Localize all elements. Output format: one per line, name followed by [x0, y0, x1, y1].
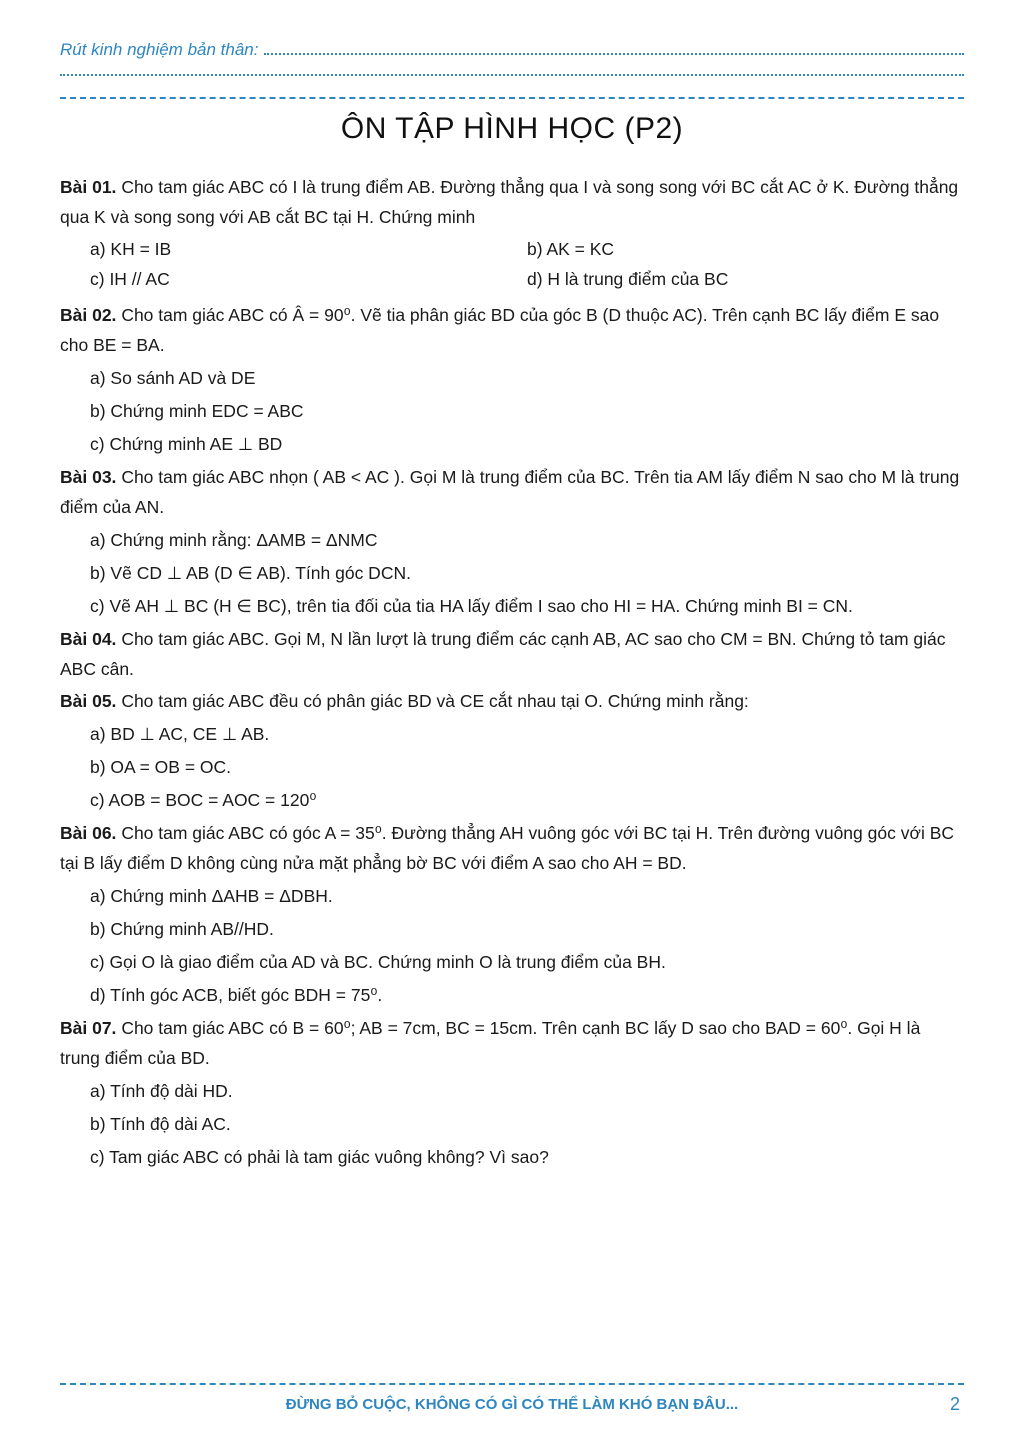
- sub-item: b) Tính độ dài AC.: [90, 1114, 231, 1134]
- problem-list: [60, 172, 964, 1175]
- dotted-fill-line: [264, 53, 964, 55]
- problem-7: [60, 1013, 964, 1073]
- footer-motto: ĐỪNG BỎ CUỘC, KHÔNG CÓ GÌ CÓ THỂ LÀM KHÓ BẠN ĐÂU...: [285, 1396, 739, 1413]
- sub-item: c) IH // AC: [90, 269, 170, 289]
- sub-item: b) AK = KC: [527, 239, 615, 259]
- sub-item: a) Tính độ dài HD.: [90, 1081, 233, 1101]
- sub-item: d) Tính góc ACB, biết góc BDH = 75⁰.: [90, 985, 383, 1005]
- sub-item: d) H là trung điểm của BC: [527, 269, 729, 289]
- problem-text: Cho tam giác ABC có góc A = 35⁰. Đường thẳng AH vuông góc với BC tại H. Trên đường vuông góc với BC tại B lấy điểm D không cùng nửa mặt phẳng bờ BC với điểm A sao cho AH = BD.: [60, 823, 954, 873]
- sub-item: b) OA = OB = OC.: [90, 757, 232, 777]
- dotted-line-2: [60, 74, 964, 76]
- sub-item: a) So sánh AD và DE: [90, 368, 256, 388]
- problem-label: Bài 03.: [60, 467, 117, 487]
- page-number: 2: [949, 1394, 960, 1414]
- sub-item-row: [60, 234, 964, 264]
- reflection-label: Rút kinh nghiệm bản thân:: [60, 40, 259, 59]
- problem-text: Cho tam giác ABC có B = 60⁰; AB = 7cm, BC = 15cm. Trên cạnh BC lấy D sao cho BAD = 60⁰. Gọi H là trung điểm của BD.: [60, 1018, 921, 1068]
- sub-item-row: [60, 264, 964, 294]
- problem-label: Bài 02.: [60, 305, 117, 325]
- problem-text: Cho tam giác ABC nhọn ( AB < AC ). Gọi M là trung điểm của BC. Trên tia AM lấy điểm N sao cho M là trung điểm của AN.: [60, 467, 960, 517]
- problem-1: [60, 172, 964, 232]
- problem-3: [60, 462, 964, 522]
- problem-text: Cho tam giác ABC có I là trung điểm AB. Đường thẳng qua I và song song với BC cắt AC ở K. Đường thẳng qua K và song song với AB cắt BC tại H. Chứng minh: [60, 177, 959, 227]
- footer-divider: [60, 1383, 964, 1385]
- sub-item: c) Tam giác ABC có phải là tam giác vuông không? Vì sao?: [90, 1147, 549, 1167]
- problem-label: Bài 06.: [60, 823, 117, 843]
- sub-item: c) Vẽ AH ⊥ BC (H ∈ BC), trên tia đối của tia HA lấy điểm I sao cho HI = HA. Chứng minh BI = CN.: [90, 596, 853, 616]
- sub-item: a) Chứng minh ΔAHB = ΔDBH.: [90, 886, 333, 906]
- problem-2: [60, 300, 964, 360]
- problem-4: [60, 624, 964, 684]
- problem-label: Bài 07.: [60, 1018, 117, 1038]
- page-title: ÔN TẬP HÌNH HỌC (P2): [340, 112, 684, 145]
- sub-item: c) AOB = BOC = AOC = 120⁰: [90, 790, 317, 810]
- sub-item: c) Chứng minh AE ⊥ BD: [90, 434, 283, 454]
- sub-item: b) Vẽ CD ⊥ AB (D ∈ AB). Tính góc DCN.: [90, 563, 411, 583]
- sub-item: c) Gọi O là giao điểm của AD và BC. Chứng minh O là trung điểm của BH.: [90, 952, 666, 972]
- reflection-line: [60, 36, 964, 60]
- problem-text: Cho tam giác ABC có Â = 90⁰. Vẽ tia phân giác BD của góc B (D thuộc AC). Trên cạnh BC lấy điểm E sao cho BE = BA.: [60, 305, 940, 355]
- sub-item: a) Chứng minh rằng: ΔAMB = ΔNMC: [90, 530, 378, 550]
- problem-label: Bài 04.: [60, 629, 117, 649]
- problem-label: Bài 01.: [60, 177, 117, 197]
- problem-label: Bài 05.: [60, 691, 117, 711]
- sub-item: b) Chứng minh EDC = ABC: [90, 401, 304, 421]
- problem-5: [60, 686, 964, 716]
- sub-item: a) BD ⊥ AC, CE ⊥ AB.: [90, 724, 270, 744]
- problem-text: Cho tam giác ABC đều có phân giác BD và CE cắt nhau tại O. Chứng minh rằng:: [121, 691, 749, 711]
- sub-item: a) KH = IB: [90, 239, 172, 259]
- header-divider: [60, 97, 964, 99]
- problem-text: Cho tam giác ABC. Gọi M, N lần lượt là trung điểm các cạnh AB, AC sao cho CM = BN. Chứng tỏ tam giác ABC cân.: [60, 629, 946, 679]
- problem-6: [60, 818, 964, 878]
- sub-item: b) Chứng minh AB//HD.: [90, 919, 274, 939]
